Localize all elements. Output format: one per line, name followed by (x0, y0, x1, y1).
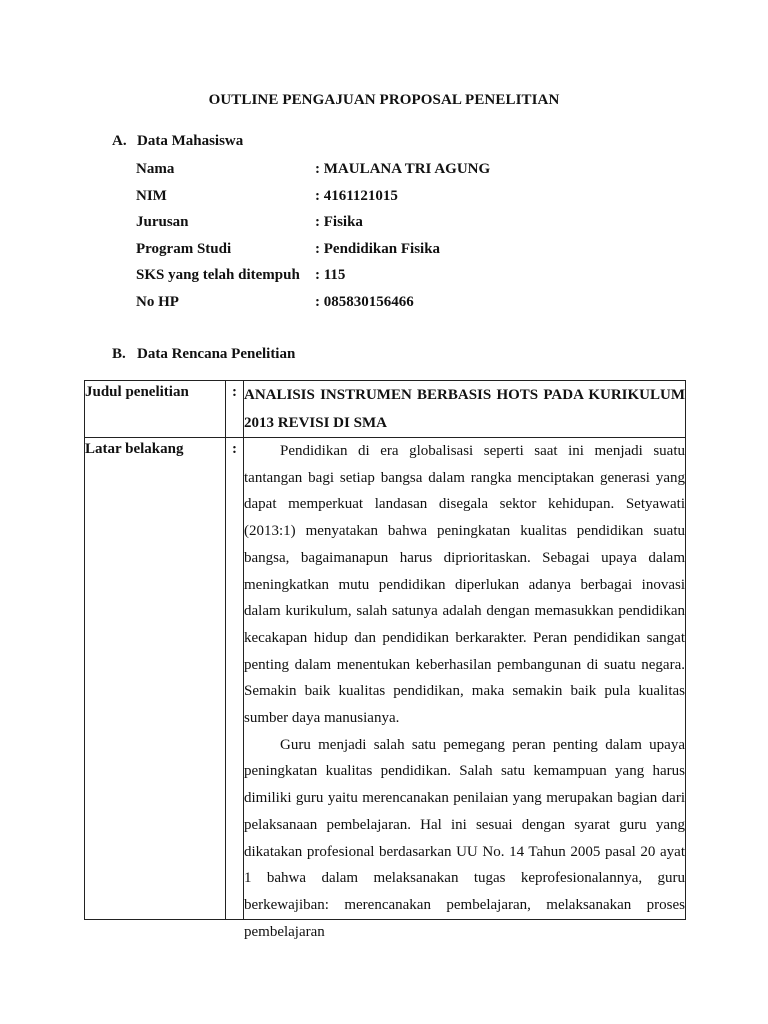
table-row-latar-belakang (85, 438, 686, 920)
judul-colon: : (226, 381, 244, 438)
section-a-title: Data Mahasiswa (137, 133, 244, 149)
student-row-jurusan (136, 211, 490, 238)
research-plan-table (84, 380, 686, 940)
judul-label: Judul penelitian (85, 381, 226, 438)
latar-label: Latar belakang (85, 438, 226, 920)
document-title: OUTLINE PENGAJUAN PROPOSAL PENELITIAN (208, 92, 560, 108)
section-a-number: A. (112, 133, 127, 149)
background-paragraph-2: Guru menjadi salah satu pemegang peran penting dalam upaya peningkatan kualitas pendidikan. Salah satu kemampuan yang harus dimiliki guru yaitu merencanakan penilaian yang merupakan bagian dari pelaksanaan pembelajaran. Hal ini sesuai dengan syarat guru yang dikatakan profesional berdasarkan UU No. 14 Tahun 2005 pasal 20 ayat 1 bahwa dalam melaksanakan tugas keprofesionalannya, guru berkewajiban: merencanakan pembelajaran, melaksanakan proses pembelajaran (244, 736, 685, 940)
field-value: : 085830156466 (315, 293, 414, 310)
latar-colon: : (226, 438, 244, 920)
field-value: : Fisika (315, 214, 363, 230)
field-label: NIM (136, 187, 167, 204)
field-label: Program Studi (136, 240, 232, 257)
latar-cell (244, 438, 686, 940)
judul-cell (244, 381, 686, 438)
section-a-heading (112, 133, 243, 150)
student-data-list (136, 158, 490, 317)
field-label: SKS yang telah ditempuh (136, 267, 300, 283)
student-row-program-studi (136, 238, 490, 265)
section-b-title: Data Rencana Penelitian (137, 346, 296, 362)
background-paragraph-1: Pendidikan di era globalisasi seperti saat ini menjadi suatu tantangan bagi setiap bangsa dalam rangka menciptakan generasi yang dapat memperkuat landasan disegala sektor kehidupan. Setyawati (2013:1) menyatakan bahwa peningkatan kualitas pendidikan suatu bangsa, bagaimanapun harus diprioritaskan. Sebagai upaya dalam meningkatkan mutu pendidikan diperlukan adanya berbagai inovasi dalam kurikulum, salah satunya adalah dengan memasukkan pendidikan kecakapan hidup dan pendidikan berkarakter. Peran pendidikan sangat penting dalam menentukan keberhasilan pembangunan di suatu negara. Semakin baik kualitas pendidikan, maka semakin baik pula kualitas sumber daya manusianya. (244, 443, 685, 727)
table-row-judul (85, 381, 686, 438)
field-value: : 4161121015 (315, 187, 398, 204)
research-title: ANALISIS INSTRUMEN BERBASIS HOTS PADA KURIKULUM 2013 REVISI DI SMA (244, 387, 685, 431)
student-row-no-hp (136, 291, 490, 318)
field-label: No HP (136, 293, 179, 310)
student-row-nim (136, 185, 490, 212)
student-row-nama (136, 158, 490, 185)
section-b-number: B. (112, 346, 126, 362)
section-b-heading (112, 346, 295, 363)
field-label: Nama (136, 161, 175, 177)
field-value: : MAULANA TRI AGUNG (315, 161, 491, 177)
field-label: Jurusan (136, 214, 189, 230)
field-value: : Pendidikan Fisika (315, 240, 441, 257)
student-row-sks (136, 264, 490, 291)
field-value: : 115 (315, 267, 346, 283)
